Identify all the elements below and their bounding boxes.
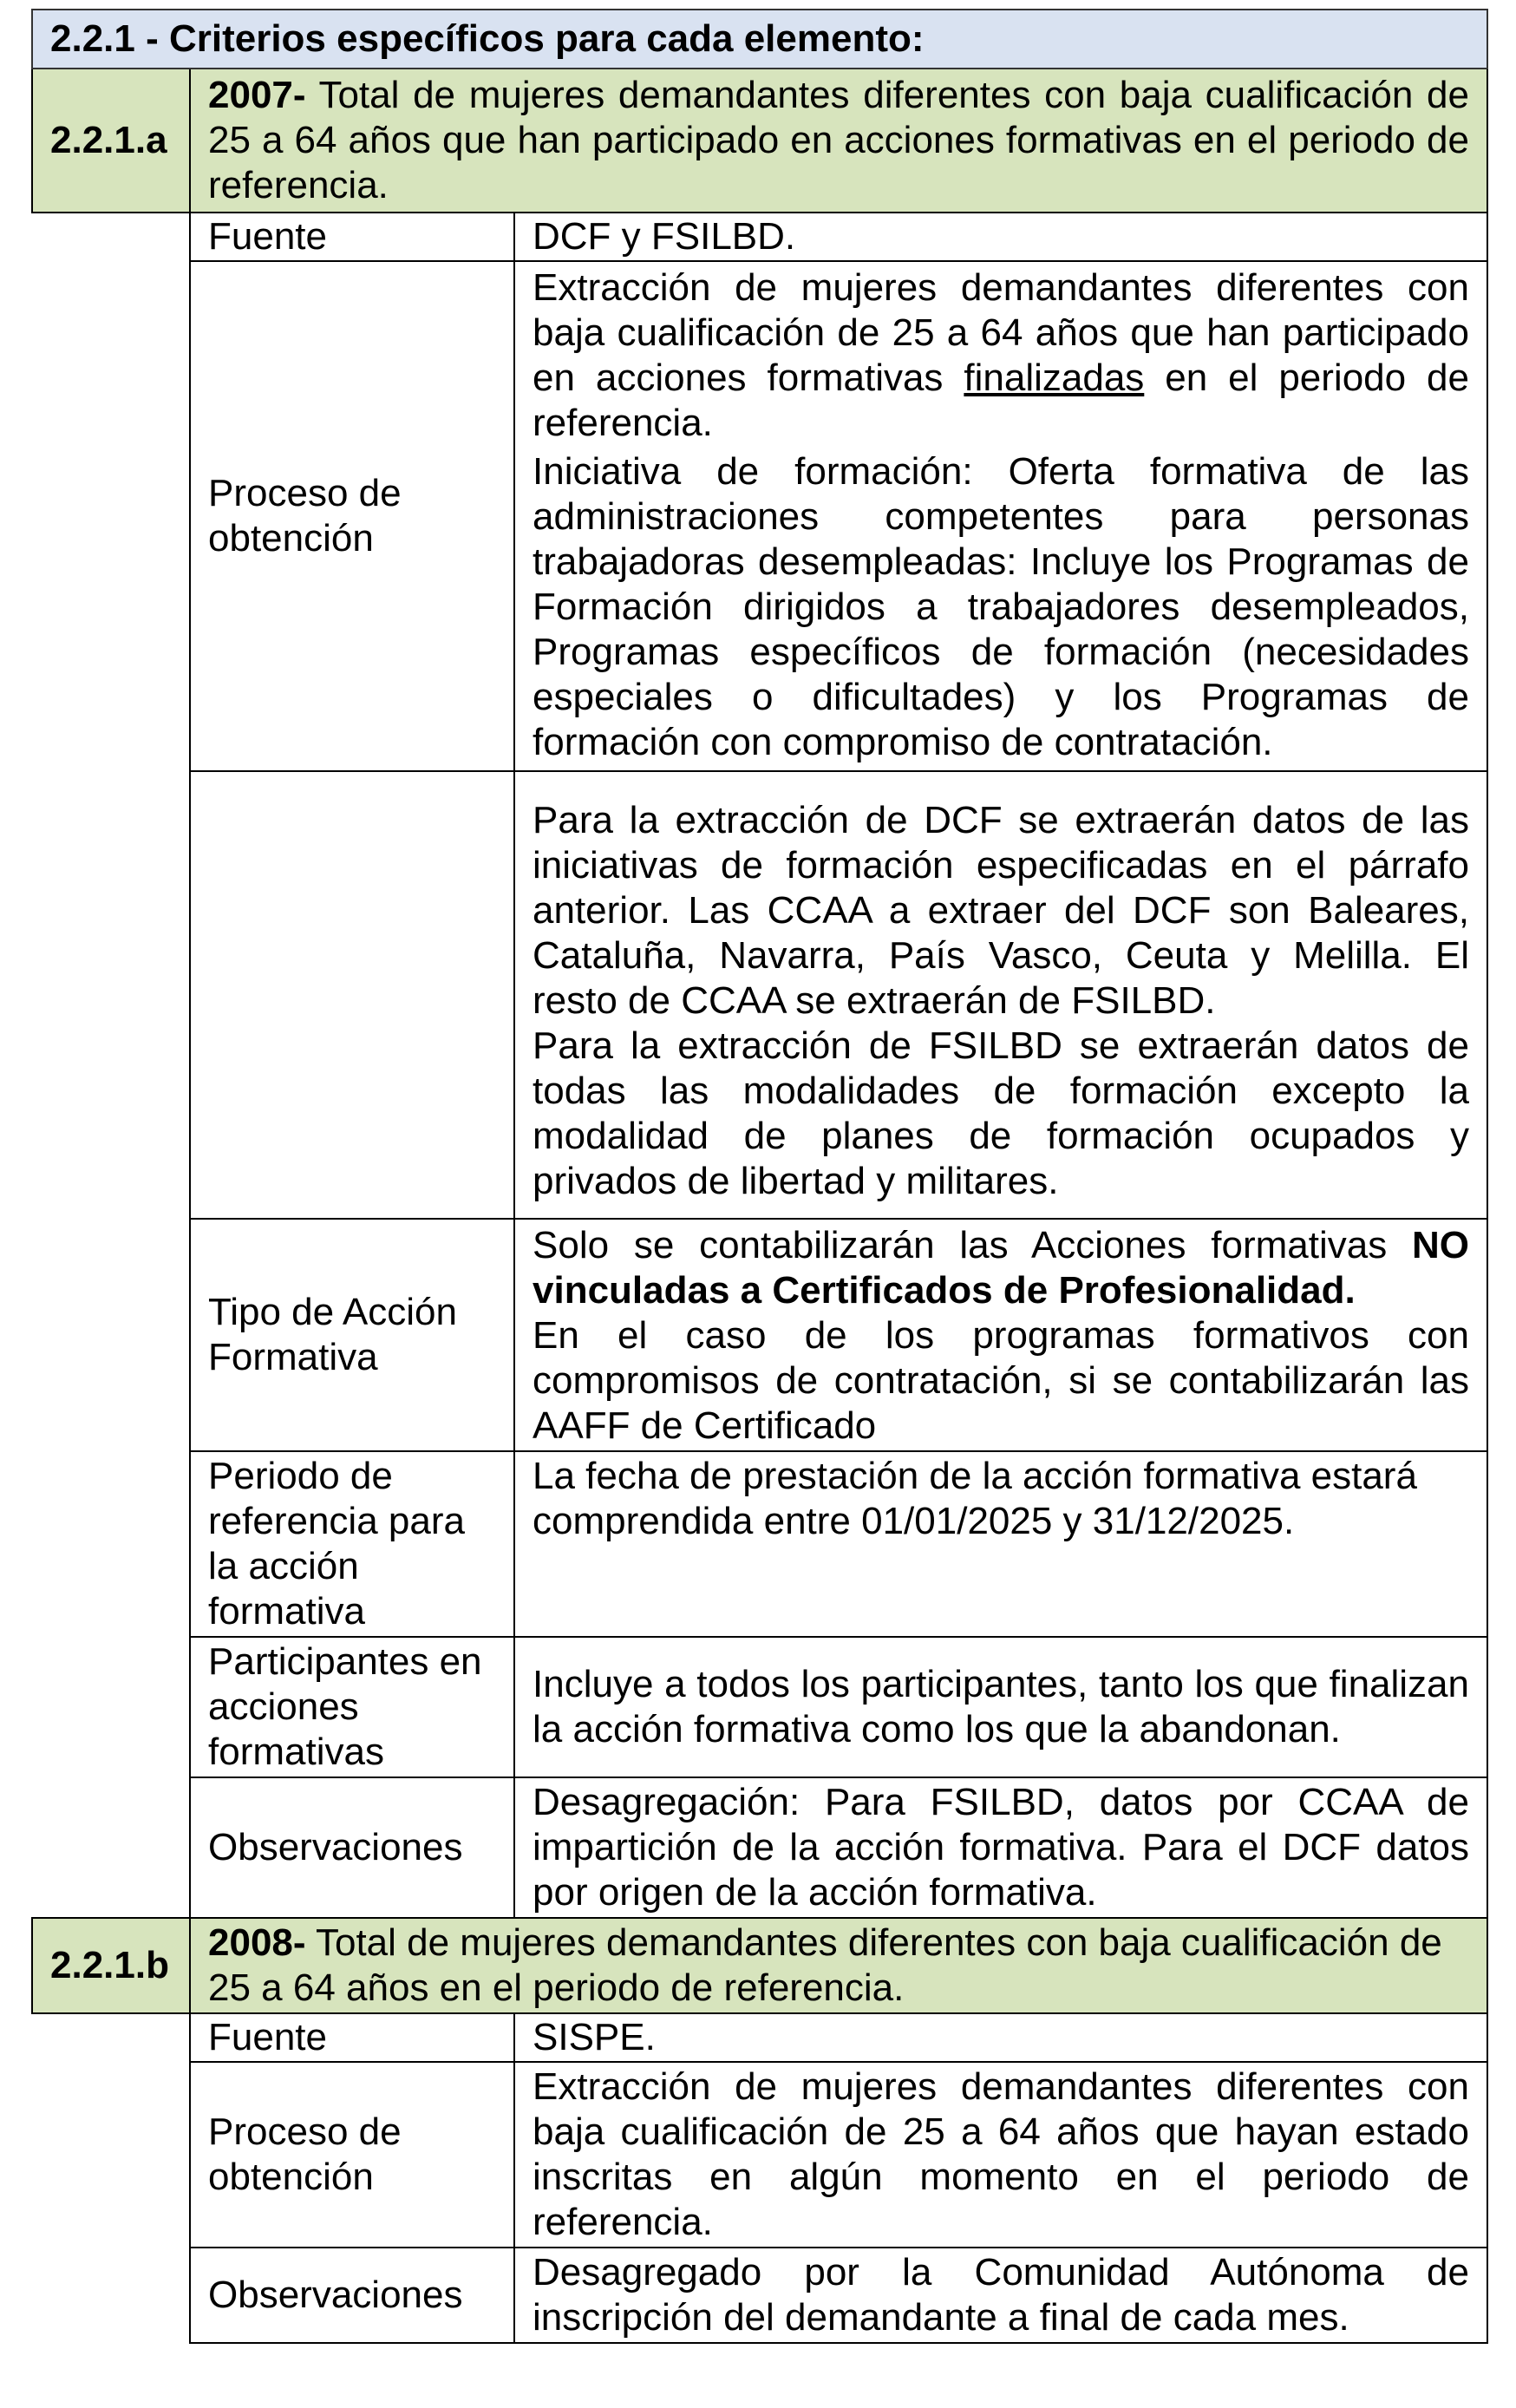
table-row <box>32 1777 1487 1918</box>
table-row <box>32 771 1487 1219</box>
row-label: Observaciones <box>190 1777 514 1918</box>
row-text: Extracción de mujeres demandantes diferentes con baja cualificación de 25 a 64 años que han participado en acciones formativas <box>533 266 1469 399</box>
row-value: Desagregado por la Comunidad Autónoma de inscripción del demandante a final de cada mes. <box>514 2248 1487 2343</box>
row-label: Observaciones <box>190 2248 514 2343</box>
criteria-table-wrapper <box>31 9 1487 2344</box>
row-text: Para la extracción de DCF se extraerán datos de las iniciativas de formación especificadas en el párrafo anterior. Las CCAA a extraer del DCF son Baleares, Cataluña, Navarra, País Vasco, Ceuta y Melilla. El resto de CCAA se extraerán de FSILBD. <box>533 799 1469 1022</box>
row-value: Extracción de mujeres demandantes diferentes con baja cualificación de 25 a 64 años que hayan estado inscritas en algún momento en el periodo de referencia. <box>514 2062 1487 2248</box>
indicator-title-text: Total de mujeres demandantes diferentes con baja cualificación de 25 a 64 años que han participado en acciones formativas en el periodo de referencia. <box>208 74 1469 206</box>
row-value: Incluye a todos los participantes, tanto los que finalizan la acción formativa como los que la abandonan. <box>514 1637 1487 1777</box>
row-label: Proceso de obtención <box>190 2062 514 2248</box>
table-row <box>32 2248 1487 2343</box>
row-text: en el periodo de referencia. <box>533 357 1469 444</box>
table-row <box>32 2062 1487 2248</box>
table-row <box>32 1637 1487 1777</box>
indicator-number: 2008- <box>208 1921 306 1964</box>
row-label: Periodo de referencia para la acción formativa <box>190 1451 514 1637</box>
row-value: Desagregación: Para FSILBD, datos por CCAA de impartición de la acción formativa. Para el DCF datos por origen de la acción formativa. <box>514 1777 1487 1918</box>
section-header-row <box>32 10 1487 69</box>
table-row <box>32 261 1487 771</box>
indicator-title <box>190 1918 1487 2013</box>
row-label: Participantes en acciones formativas <box>190 1637 514 1777</box>
row-label: Fuente <box>190 2013 514 2062</box>
row-value: La fecha de prestación de la acción formativa estará comprendida entre 01/01/2025 y 31/12/2025. <box>514 1451 1487 1637</box>
section-title: 2.2.1 - Criterios específicos para cada elemento: <box>32 10 1487 69</box>
indicator-number: 2007- <box>208 74 306 116</box>
underlined-text: finalizadas <box>964 357 1145 399</box>
row-text: Para la extracción de FSILBD se extraerán datos de todas las modalidades de formación excepto la modalidad de planes de formación ocupados y privados de libertad y militares. <box>533 1024 1469 1202</box>
row-value <box>514 261 1487 771</box>
table-row <box>32 213 1487 261</box>
row-value <box>514 771 1487 1219</box>
row-text: Iniciativa de formación: Oferta formativa de las administraciones competentes para personas trabajadoras desempleadas: Incluye los Programas de Formación dirigidos a trabajadores desempleados, Programas específicos de formación (necesidades especiales o dificultades) y los Programas de formación con compromiso de contratación. <box>533 450 1469 763</box>
indicator-code: 2.2.1.a <box>32 69 190 213</box>
row-label-empty <box>190 771 514 1219</box>
indicator-header-row <box>32 69 1487 213</box>
table-row <box>32 1219 1487 1451</box>
row-label: Fuente <box>190 213 514 261</box>
row-value: DCF y FSILBD. <box>514 213 1487 261</box>
table-row <box>32 1451 1487 1637</box>
row-text: Solo se contabilizarán las Acciones formativas <box>533 1224 1412 1266</box>
row-label: Tipo de Acción Formativa <box>190 1219 514 1451</box>
indicator-title-text: Total de mujeres demandantes diferentes con baja cualificación de 25 a 64 años en el periodo de referencia. <box>208 1921 1442 2009</box>
bold-text: NO vinculadas a Certificados de Profesionalidad. <box>533 1224 1469 1312</box>
row-value: SISPE. <box>514 2013 1487 2062</box>
criteria-table <box>31 9 1488 2344</box>
row-label: Proceso de obtención <box>190 261 514 771</box>
indicator-code: 2.2.1.b <box>32 1918 190 2013</box>
row-text: En el caso de los programas formativos con compromisos de contratación, si se contabilizarán las AAFF de Certificado <box>533 1314 1469 1447</box>
indicator-header-row <box>32 1918 1487 2013</box>
row-value <box>514 1219 1487 1451</box>
table-row <box>32 2013 1487 2062</box>
indicator-title <box>190 69 1487 213</box>
